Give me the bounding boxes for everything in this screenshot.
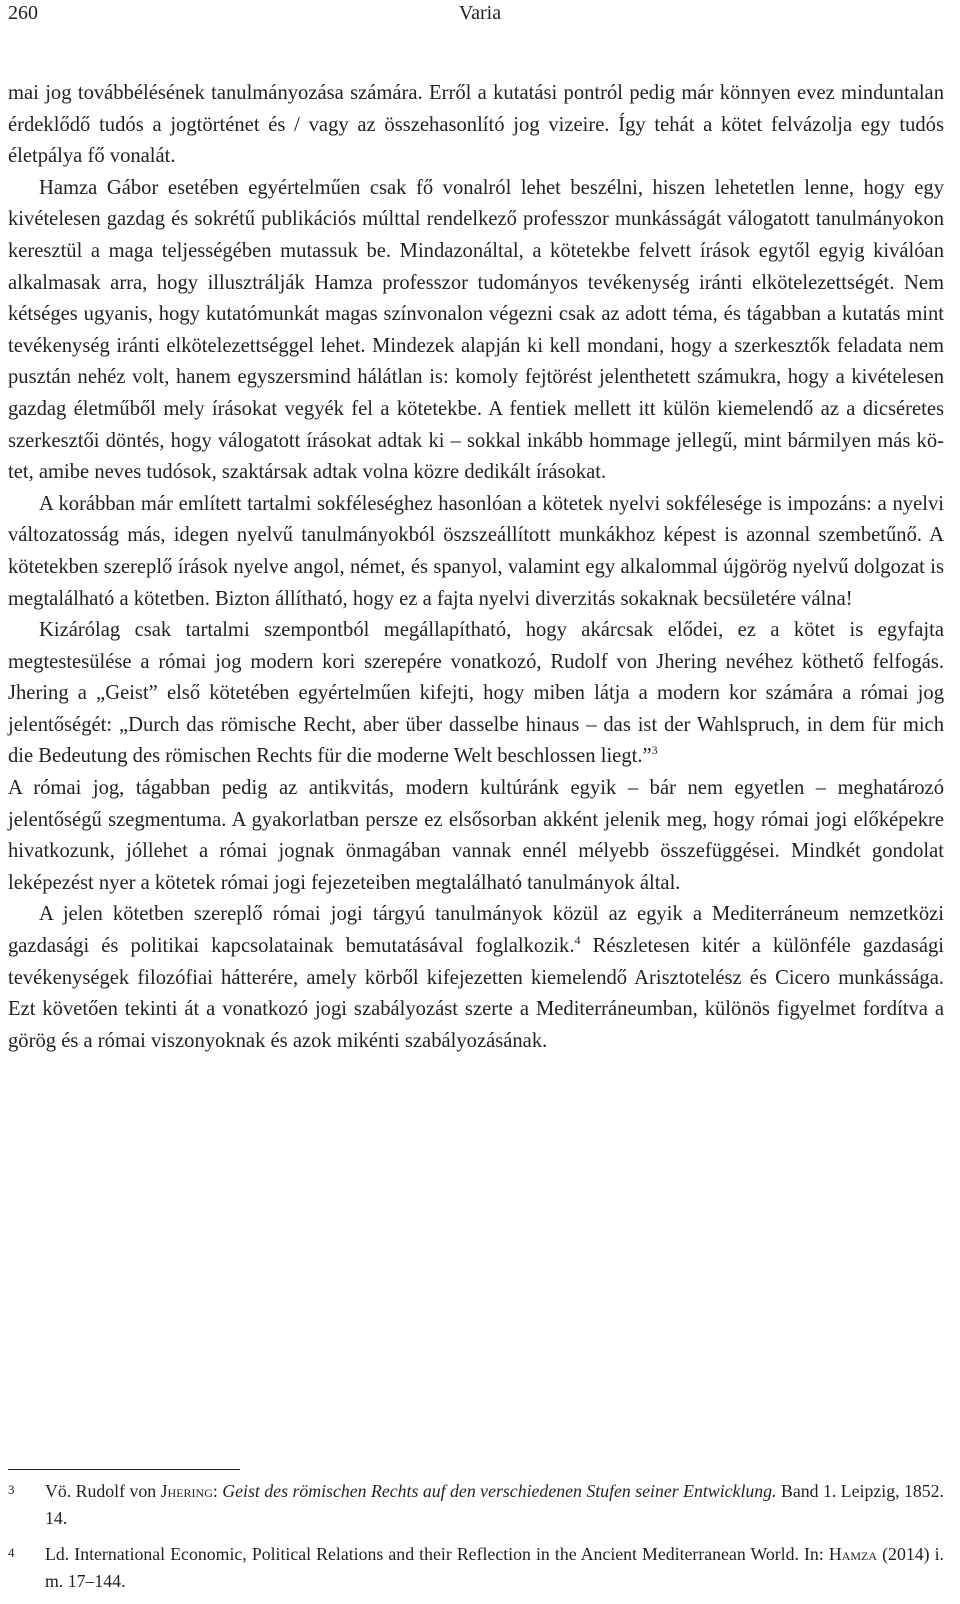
paragraph-5-text: A jelen kötetben szereplő római jogi tárgyú tanulmányok közül az egyik a Mediterráneum nemzetközi gazdasági és politikai kapcsolatainak bemutatásával foglalkozik. xyxy=(8,903,944,958)
paragraph-4-continuation: A római jog, tágabban pedig az antikvitás, modern kultúránk egyik – bár nem egyetlen – meghatározó jelentőségű szegmentuma. A gyakorlatban persze ez elsősorban akként jelenik meg, hogy római jogi előképekre hivatkozunk, jóllehet a római jognak önmagában vannak ennél mélyebb összefüggései. Mindkét gondolat leképezést nyer a kötetek római jogi fejezeteiben megtalálható tanulmányok által. xyxy=(8,777,944,894)
paragraph-1-text: mai jog továbbélésének tanulmányozása számára. Erről a kutatási pontról pedig már könnyen evez minduntalan érdeklődő tudós a jogtörténet és / vagy az összehasonlító jog vizeire. Így tehát a kötet felvázolja egy tudós életpálya fő vonalát. xyxy=(8,82,944,168)
footnote-number: 3 xyxy=(8,1482,15,1497)
footnote-number: 4 xyxy=(8,1545,15,1560)
footnote-text-end: (2014) i. m. 17–144. xyxy=(45,1544,944,1591)
footnote-author: Jhering xyxy=(160,1481,213,1501)
paragraph-5 xyxy=(8,899,944,1057)
footnote-text: Ld. International Economic, Political Relations and their Reflection in the Ancient Mediterranean World. In: xyxy=(45,1544,829,1564)
footnote-colon: : xyxy=(212,1481,223,1501)
page-number: 260 xyxy=(8,2,38,24)
footnote-3 xyxy=(8,1478,944,1532)
paragraph-5-continuation: Részletesen kitér a különféle gazdasági tevékenységek filozófiai hátterére, amely körből kifejezetten kiemelendő Arisztotelész és Cicero munkássága. Ezt követően tekinti át a vonatkozó jogi szabályozást szerte a Mediterráneumban, különös figyelmet fordítva a görög és a római viszonyoknak és azok mikénti szabályozásának. xyxy=(8,935,944,1052)
paragraph-2-text: Hamza Gábor esetében egyértelműen csak fő vonalról lehet beszélni, hiszen lehetetlen lenne, hogy egy kivételesen gazdag és sokrétű publikációs múlttal rendelkező professzor munkásságát válogatott tanulmányokon keresztül a maga teljességében mutassuk be. Mindazonáltal, a kötetekbe felvett írások egytől egyig kiválóan alkalmasak arra, hogy illusztrálják Hamza professzor tudományos tevékenység iránti elkötelezettségét. Nem kétséges ugyanis, hogy kutatómunkát magas színvonalon végezni csak az adott téma, és tágabban a kutatás mint tevékenység iránti elkötelezettséggel lehet. Mindezek alapján ki kell mondani, hogy a szerkesztők feladata nem pusztán nehéz volt, hanem egyszersmind hálátlan is: komoly fejtörést jelenthetett számukra, hogy a kivételesen gazdag életműből mely írásokat vegyék fel a kötetekbe. A fentiek mellett itt külön kiemelendő az a dicséretes szerkesztői döntés, hogy válogatott írásokat adtak ki – sokkal inkább hommage jellegű, mint bármilyen más kötet, amibe neves tudósok, szaktársak adtak volna közre dedikált írásokat. xyxy=(8,176,944,484)
footnote-ref-4[interactable]: 4 xyxy=(574,933,581,948)
body-text xyxy=(8,78,944,1057)
running-head: Varia xyxy=(458,2,502,24)
footnote-work-title: Geist des römischen Rechts auf den verschiedenen Stufen seiner Entwicklung. xyxy=(222,1481,777,1501)
footnote-text: Vö. Rudolf von xyxy=(45,1481,161,1501)
paragraph-1 xyxy=(8,78,944,173)
footnote-ref-3[interactable]: 3 xyxy=(651,743,658,758)
footnote-text-end: Band 1. Leipzig, 1852. 14. xyxy=(45,1481,945,1528)
footnote-author: Hamza xyxy=(828,1544,878,1564)
footnote-separator xyxy=(8,1469,240,1470)
page-header xyxy=(0,0,960,40)
paragraph-4-text: Kizárólag csak tartalmi szempontból megállapítható, hogy akárcsak elődei, ez a kötet is egyfajta megtestesülése a római jog modern kori szerepére vonatkozó, Rudolf von Jhering nevéhez köthető felfogás. Jhering a „Geist” első kötetében egyértelműen kifejti, hogy miben látja a modern kor számára a római jog jelentőségét: „Durch das römische Recht, aber über dasselbe hinaus – das ist der Wahlspruch, in dem für mich die Bedeutung des römischen Rechts für die moderne Welt beschlossen liegt.” xyxy=(8,619,944,768)
footnotes xyxy=(8,1478,944,1604)
paragraph-4 xyxy=(8,615,944,899)
paragraph-3 xyxy=(8,489,944,615)
paragraph-3-text: A korábban már említett tartalmi sokféleséghez hasonlóan a kötetek nyelvi sokfélesége is impozáns: a nyelvi változatosság más, idegen nyelvű tanulmányokból öszszeállított munkákhoz képest is azonnal szembetűnő. A kötetekben szereplő írások nyelve angol, német, és spanyol, valamint egy alkalommal újgörög nyelvű dolgozat is megtalálható a kötetben. Bizton állítható, hogy ez a fajta nyelvi diverzitás sokaknak becsületére válna! xyxy=(8,492,944,610)
paragraph-2 xyxy=(8,173,944,489)
